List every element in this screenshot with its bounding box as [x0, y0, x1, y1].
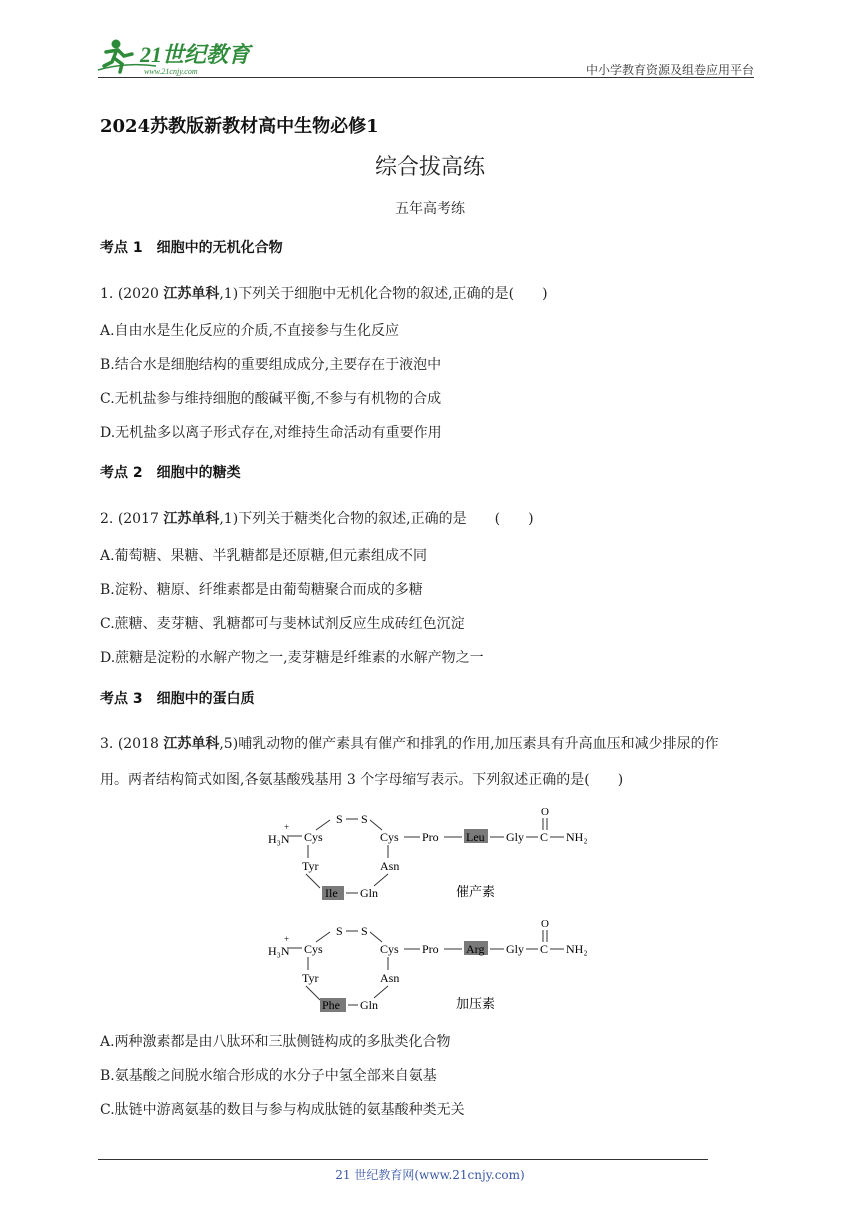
question-source-suffix: ,1) [219, 286, 239, 302]
question-3-stem-line2: 用。两者结构简式如图,各氨基酸残基用 3 个字母缩写表示。下列叙述正确的是( ) [100, 772, 624, 788]
option-d: D.蔗糖是淀粉的水解产物之一,麦芽糖是纤维素的水解产物之一 [100, 650, 484, 666]
gln-residue: Gln [360, 998, 378, 1012]
question-number: 3. [100, 736, 118, 752]
question-number: 2. [100, 511, 118, 527]
option-b: B.淀粉、糖原、纤维素都是由葡萄糖聚合而成的多糖 [100, 582, 423, 598]
carbon-label: C [540, 830, 549, 844]
footer-divider [98, 1159, 708, 1160]
question-source-suffix: ,5) [219, 736, 239, 752]
option-d: D.无机盐多以离子形式存在,对维持生命活动有重要作用 [100, 425, 442, 441]
hormone-name: 加压素 [456, 996, 496, 1011]
positive-charge-label: + [284, 822, 290, 832]
pro-residue: Pro [422, 830, 439, 844]
amide-label: NH₂ [566, 942, 588, 956]
hormone-name: 催产素 [456, 884, 496, 899]
logo-text: 21世纪教育 [140, 42, 251, 67]
asn-residue: Asn [380, 971, 400, 985]
question-text: 下列关于细胞中无机化合物的叙述,正确的是( ) [238, 286, 548, 302]
asn-residue: Asn [380, 859, 400, 873]
option-c: C.肽链中游离氨基的数目与参与构成肽链的氨基酸种类无关 [100, 1102, 465, 1118]
hormone-structure-figure [260, 800, 600, 1018]
ile-residue: Ile [325, 886, 338, 900]
oxygen-label: O [541, 918, 549, 930]
sulfur-2: S [361, 924, 368, 938]
leu-residue: Leu [466, 830, 485, 844]
logo-url: www.21cnjy.com [144, 67, 198, 76]
question-source-suffix: ,1) [219, 511, 239, 527]
question-1-stem [100, 283, 760, 303]
section-heading-1: 考点 1 细胞中的无机化合物 [100, 240, 283, 256]
header-platform-text: 中小学教育资源及组卷应用平台 [585, 63, 754, 77]
option-a: A.两种激素都是由八肽环和三肽侧链构成的多肽类化合物 [100, 1034, 451, 1050]
vasopressin-structure [268, 918, 588, 1012]
question-text: 下列关于糖类化合物的叙述,正确的是 ( ) [238, 511, 534, 527]
tyr-residue: Tyr [302, 859, 319, 873]
section-heading-2: 考点 2 细胞中的糖类 [100, 465, 241, 481]
pro-residue: Pro [422, 942, 439, 956]
runner-logo-icon [96, 36, 256, 76]
question-number: 1. [100, 286, 118, 302]
gln-residue: Gln [360, 886, 378, 900]
sub-title: 五年高考练 [395, 201, 465, 217]
site-logo[interactable] [96, 36, 256, 76]
cys-residue-2: Cys [380, 942, 399, 956]
oxygen-label: O [541, 806, 549, 818]
oxytocin-structure [268, 806, 588, 900]
arg-residue: Arg [466, 942, 485, 956]
question-text: 哺乳动物的催产素具有催产和排乳的作用,加压素具有升高血压和减少排尿的作 [238, 736, 719, 752]
gly-residue: Gly [506, 942, 524, 956]
option-a: A.葡萄糖、果糖、半乳糖都是还原糖,但元素组成不同 [100, 548, 428, 564]
question-3-stem-line1 [100, 733, 760, 753]
question-2-stem [100, 508, 760, 528]
option-c: C.蔗糖、麦芽糖、乳糖都可与斐林试剂反应生成砖红色沉淀 [100, 616, 465, 632]
sulfur-2: S [361, 812, 368, 826]
sulfur-1: S [336, 812, 343, 826]
cys-residue-1: Cys [304, 830, 323, 844]
cys-residue-2: Cys [380, 830, 399, 844]
phe-residue: Phe [322, 998, 340, 1012]
option-c: C.无机盐参与维持细胞的酸碱平衡,不参与有机物的合成 [100, 391, 442, 407]
footer-link[interactable]: 21 世纪教育网(www.21cnjy.com) [335, 1168, 525, 1182]
amino-terminal-label: H₃N [268, 832, 290, 846]
positive-charge-label: + [284, 934, 290, 944]
question-source: 江苏单科 [163, 511, 220, 527]
carbon-label: C [540, 942, 549, 956]
question-source: 江苏单科 [163, 736, 220, 752]
gly-residue: Gly [506, 830, 524, 844]
question-source-year: (2018 [117, 736, 164, 752]
main-title: 综合拔高练 [374, 155, 485, 180]
question-source-year: (2020 [117, 286, 164, 302]
tyr-residue: Tyr [302, 971, 319, 985]
question-source-year: (2017 [117, 511, 164, 527]
cys-residue-1: Cys [304, 942, 323, 956]
sulfur-1: S [336, 924, 343, 938]
amino-terminal-label: H₃N [268, 944, 290, 958]
option-b: B.结合水是细胞结构的重要组成成分,主要存在于液泡中 [100, 357, 442, 373]
question-source: 江苏单科 [163, 286, 220, 302]
option-b: B.氨基酸之间脱水缩合形成的水分子中氢全部来自氨基 [100, 1068, 437, 1084]
amide-label: NH₂ [566, 830, 588, 844]
document-title: 2024苏教版新教材高中生物必修1 [100, 116, 379, 137]
header-divider [98, 77, 754, 78]
option-a: A.自由水是生化反应的介质,不直接参与生化反应 [100, 323, 400, 339]
section-heading-3: 考点 3 细胞中的蛋白质 [100, 691, 255, 707]
